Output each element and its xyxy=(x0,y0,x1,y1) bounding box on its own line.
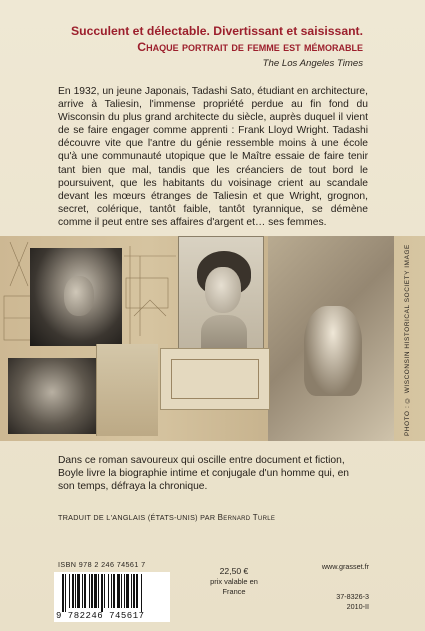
price-note-1: prix valable en xyxy=(210,577,258,587)
publisher-website: www.grasset.fr xyxy=(321,562,369,571)
barcode-bar xyxy=(136,574,138,608)
barcode-bar xyxy=(117,574,120,608)
barcode-bar xyxy=(126,574,129,608)
barcode-bar xyxy=(84,574,86,608)
drawing-strip xyxy=(96,344,158,436)
barcode-bar xyxy=(69,574,70,608)
portrait-photo-man xyxy=(30,248,122,346)
barcode-bar xyxy=(101,574,103,612)
barcode-bar xyxy=(75,574,76,608)
quote-line-1: Succulent et délectable. Divertissant et saisissant. xyxy=(71,24,363,38)
barcode-bar xyxy=(133,574,135,608)
barcode xyxy=(54,572,170,622)
price-block xyxy=(204,567,264,596)
quote-line-2: Chaque portrait de femme est mémorable xyxy=(137,39,363,54)
barcode-bar xyxy=(113,574,115,608)
barcode-digits: 9 782246 745617 xyxy=(56,611,145,621)
portrait-photo-woman xyxy=(178,236,264,356)
barcode-bar xyxy=(108,574,109,608)
barcode-bar xyxy=(124,574,125,608)
catalog-code-1: 37-8326-3 xyxy=(336,592,369,601)
photo-woman-hat xyxy=(8,358,96,434)
price-value: 22,50 € xyxy=(219,566,249,576)
translator-credit xyxy=(58,513,275,522)
barcode-bar xyxy=(62,574,64,612)
photo-collage xyxy=(0,236,425,441)
photo-woman-with-child xyxy=(268,236,394,441)
barcode-bar xyxy=(65,574,66,612)
photo-credit: PHOTO : © WISCONSIN HISTORICAL SOCIETY IMAGE xyxy=(404,244,411,436)
barcode-bar xyxy=(72,574,74,608)
translator-name: Bernard Turle xyxy=(217,513,276,522)
press-quote xyxy=(43,24,363,71)
barcode-bar xyxy=(94,574,97,608)
barcode-bar xyxy=(111,574,112,608)
barcode-bar xyxy=(91,574,93,608)
barcode-bar xyxy=(104,574,105,608)
translator-prefix: TRADUIT DE L'ANGLAIS (ÉTATS-UNIS) PAR xyxy=(58,513,216,522)
closing-text: Dans ce roman savoureux qui oscille entre document et fiction, Boyle livre la biographie intime et conjugale d'un homme qui, en son temps, défraya la chronique. xyxy=(58,455,350,493)
barcode-bar xyxy=(89,574,90,608)
barcode-bars xyxy=(62,574,166,612)
barcode-bar xyxy=(98,574,99,608)
barcode-bar xyxy=(141,574,142,612)
sketch-card xyxy=(160,348,270,410)
barcode-bar xyxy=(121,574,122,608)
barcode-bar xyxy=(77,574,80,608)
barcode-bar xyxy=(82,574,83,608)
catalog-codes xyxy=(336,592,369,611)
catalog-code-2: 2010-II xyxy=(346,601,369,611)
isbn: ISBN 978 2 246 74561 7 xyxy=(58,560,146,569)
price-note-2: France xyxy=(222,586,246,596)
synopsis-text: En 1932, un jeune Japonais, Tadashi Sato, étudiant en architecture, arrive à Taliesin, l'immense propriété perdue au fin fond du Wisconsin du plus grand architecte du siècle, auprès duquel il vient de se faire engager comme apprenti : Frank Lloyd Wright. Tadashi découvre vite que l'antre du génie ressemble moins à une école qu'à une communauté utopique que le Maître essaie de faire tenir tant bien que mal, tandis que les créanciers de tout bord le poursuivent, que les habitants du voisinage crient au scandale devant les mœurs étranges de Taliesin et que Wright, grognon, secret, colérique, tantôt faible, tantôt tyrannique, se démène comme il peut entre ses affaires d'argent et… ses femmes. xyxy=(58,86,368,228)
barcode-bar xyxy=(131,574,132,608)
quote-source: The Los Angeles Times xyxy=(262,58,363,69)
